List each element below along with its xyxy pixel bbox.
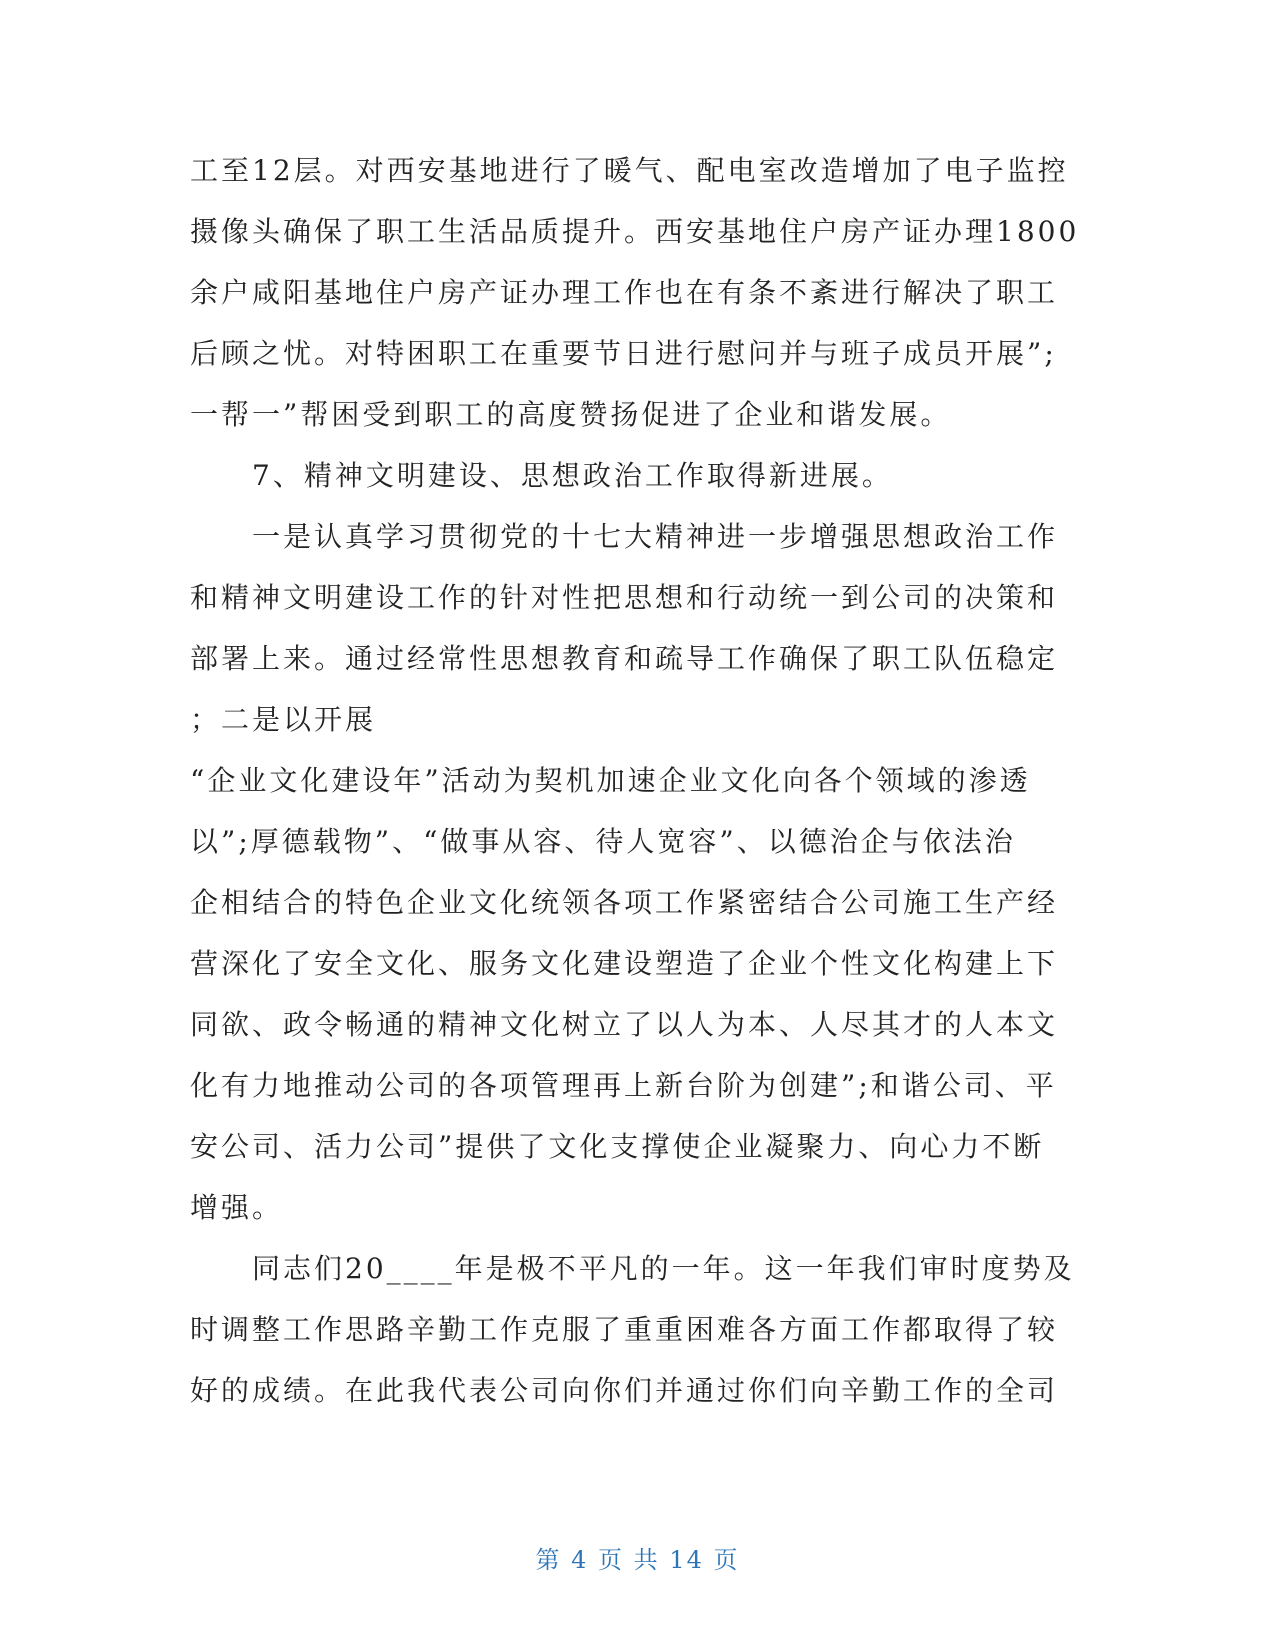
text-line: 化有力地推动公司的各项管理再上新台阶为创建”;和谐公司、平 [190, 1069, 1057, 1102]
text-line: 余户咸阳基地住户房产证办理工作也在有条不紊进行解决了职工 [190, 276, 1059, 309]
footer-middle: 页 共 [598, 1546, 660, 1574]
text-line: 以”;厚德载物”、“做事从容、待人宽容”、以德治企与依法治 [190, 825, 1016, 858]
section-heading: 7、精神文明建设、思想政治工作取得新进展。 [252, 459, 893, 492]
text-line: 时调整工作思路辛勤工作克服了重重困难各方面工作都取得了较 [190, 1313, 1059, 1346]
text-line: 好的成绩。在此我代表公司向你们并通过你们向辛勤工作的全司 [190, 1374, 1059, 1407]
total-page-count: 14 [669, 1546, 704, 1574]
footer-suffix: 页 [713, 1546, 740, 1574]
text-line: 摄像头确保了职工生活品质提升。西安基地住户房产证办理1800 [190, 215, 1080, 248]
text-line: 和精神文明建设工作的针对性把思想和行动统一到公司的决策和 [190, 581, 1059, 614]
text-line: 同志们20____年是极不平凡的一年。这一年我们审时度势及 [252, 1252, 1075, 1285]
current-page-number: 4 [571, 1546, 589, 1574]
footer-prefix: 第 [535, 1546, 562, 1574]
text-line: 增强。 [190, 1191, 284, 1224]
text-line: 营深化了安全文化、服务文化建设塑造了企业个性文化构建上下 [190, 947, 1059, 980]
text-line: “企业文化建设年”活动为契机加速企业文化向各个领域的渗透 [190, 764, 1031, 797]
page-footer [0, 1540, 1275, 1575]
text-line: 企相结合的特色企业文化统领各项工作紧密结合公司施工生产经 [190, 886, 1059, 919]
page-body [190, 140, 1090, 1421]
text-line: 一是认真学习贯彻党的十七大精神进一步增强思想政治工作 [252, 520, 1059, 553]
text-line: 后顾之忧。对特困职工在重要节日进行慰问并与班子成员开展”; [190, 337, 1057, 370]
text-line: ；二是以开展 [190, 703, 377, 736]
text-line: 安公司、活力公司”提供了文化支撑使企业凝聚力、向心力不断 [190, 1130, 1045, 1163]
text-line: 部署上来。通过经常性思想教育和疏导工作确保了职工队伍稳定 [190, 642, 1059, 675]
text-line: 工至12层。对西安基地进行了暖气、配电室改造增加了电子监控 [190, 154, 1069, 187]
text-line: 一帮一”帮困受到职工的高度赞扬促进了企业和谐发展。 [190, 398, 952, 431]
text-line: 同欲、政令畅通的精神文化树立了以人为本、人尽其才的人本文 [190, 1008, 1059, 1041]
